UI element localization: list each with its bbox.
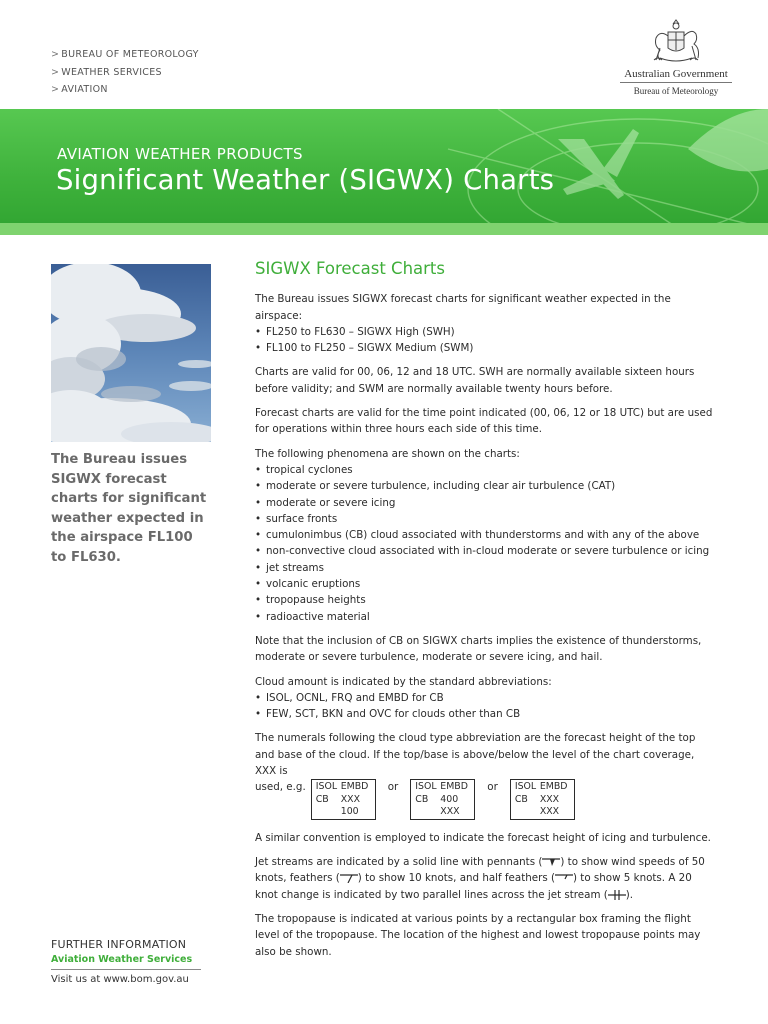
cb-note-paragraph: Note that the inclusion of CB on SIGWX charts implies the existence of thunderstorms, moderate or severe turbulence, moderate or severe icing, and hail. — [255, 634, 702, 664]
page-kicker: AVIATION WEATHER PRODUCTS — [57, 145, 303, 163]
list-item: • non-convective cloud associated with in-cloud moderate or severe turbulence or icing — [255, 543, 715, 559]
further-information — [51, 938, 201, 985]
cumulonimbus-cloud-image — [51, 264, 211, 442]
tropopause-paragraph: The tropopause is indicated at various points by a rectangular box framing the flight level of the tropopause. The location of the highest and lowest tropopause points may also be shown. — [255, 913, 701, 958]
numerals-paragraph: The numerals following the cloud type abbreviation are the forecast height of the top and base of the cloud. If the top/base is above/below the level of the chart coverage, XXX is — [255, 732, 696, 778]
breadcrumb — [51, 46, 199, 99]
airspace-list — [255, 324, 715, 357]
list-item: • cumulonimbus (CB) cloud associated with thunderstorms and with any of the above — [255, 527, 715, 543]
list-item: • ISOL, OCNL, FRQ and EMBD for CB — [255, 690, 715, 706]
pennant-symbol-icon — [542, 857, 560, 867]
list-item: • FEW, SCT, BKN and OVC for clouds other than CB — [255, 706, 715, 722]
chevron-right-icon: > — [51, 84, 60, 95]
list-item: • tropopause heights — [255, 592, 715, 608]
breadcrumb-item-weather-services[interactable]: > WEATHER SERVICES — [51, 66, 162, 78]
breadcrumb-item-bureau[interactable]: > BUREAU OF METEOROLOGY — [51, 49, 199, 60]
coat-of-arms-icon — [646, 18, 706, 66]
website-text: Visit us at www.bom.gov.au — [51, 974, 189, 985]
feather-symbol-icon — [340, 873, 358, 883]
cloud-amount-list — [255, 690, 715, 723]
validity-paragraph: Charts are valid for 00, 06, 12 and 18 UTC. SWH are normally available sixteen hours before validity; and SWM are normally available twenty hours before. — [255, 366, 695, 395]
pull-quote: The Bureau issues SIGWX forecast charts for significant weather expected in the airspace FL100 to FL630. — [51, 452, 207, 565]
list-item: • moderate or severe icing — [255, 495, 715, 511]
banner-stripe — [0, 223, 768, 235]
list-item: • FL100 to FL250 – SIGWX Medium (SWM) — [255, 340, 715, 356]
similar-convention-paragraph: A similar convention is employed to indicate the forecast height of icing and turbulence. — [255, 831, 711, 844]
time-point-paragraph: Forecast charts are valid for the time point indicated (00, 06, 12 or 18 UTC) but are used for operations within three hours each side of this time. — [255, 407, 713, 436]
list-item: • tropical cyclones — [255, 462, 715, 478]
agency-name: Bureau of Meteorology — [633, 86, 719, 96]
cloud-amount-intro: Cloud amount is indicated by the standard abbreviations: — [255, 675, 552, 688]
cloud-photo — [51, 264, 211, 442]
phenomena-list — [255, 462, 715, 625]
aviation-weather-services-link[interactable]: Aviation Weather Services — [51, 951, 201, 970]
or-separator: or — [487, 781, 498, 794]
phenomena-intro: The following phenomena are shown on the charts: — [255, 447, 520, 460]
government-name: Australian Government — [620, 68, 732, 83]
jet-stream-paragraph: Jet streams are indicated by a solid line with pennants ( ) to show wind speeds of 50 knots, feathers ( ) to show 10 knots, and half feathers ( ) to show 5 knots. A 20 knot change is indicated by two parallel lines across the jet stream ( ). — [255, 856, 705, 901]
list-item: • moderate or severe turbulence, including clear air turbulence (CAT) — [255, 478, 715, 494]
list-item: • volcanic eruptions — [255, 576, 715, 592]
list-item: • radioactive material — [255, 609, 715, 625]
intro-paragraph: The Bureau issues SIGWX forecast charts for significant weather expected in the airspace: — [255, 293, 671, 322]
breadcrumb-item-aviation[interactable]: > AVIATION — [51, 84, 108, 95]
example-box: ISOL EMBD CB 400 XXX — [410, 779, 475, 820]
example-box: ISOL EMBD CB XXX 100 — [311, 779, 376, 820]
further-information-title: FURTHER INFORMATION — [51, 938, 187, 951]
section-title: SIGWX Forecast Charts — [255, 259, 445, 278]
page-title: Significant Weather (SIGWX) Charts — [56, 164, 555, 196]
examples-row — [255, 779, 715, 820]
jet-change-symbol-icon — [608, 889, 626, 901]
main-content — [255, 261, 715, 968]
government-logo — [620, 18, 732, 96]
half-feather-symbol-icon — [555, 873, 573, 883]
chevron-right-icon: > — [51, 49, 60, 60]
list-item: • jet streams — [255, 560, 715, 576]
list-item: • surface fronts — [255, 511, 715, 527]
examples-label: used, e.g. — [255, 781, 306, 794]
example-box: ISOL EMBD CB XXX XXX — [510, 779, 575, 820]
chevron-right-icon: > — [51, 66, 60, 78]
list-item: • FL250 to FL630 – SIGWX High (SWH) — [255, 324, 715, 340]
or-separator: or — [387, 781, 399, 794]
